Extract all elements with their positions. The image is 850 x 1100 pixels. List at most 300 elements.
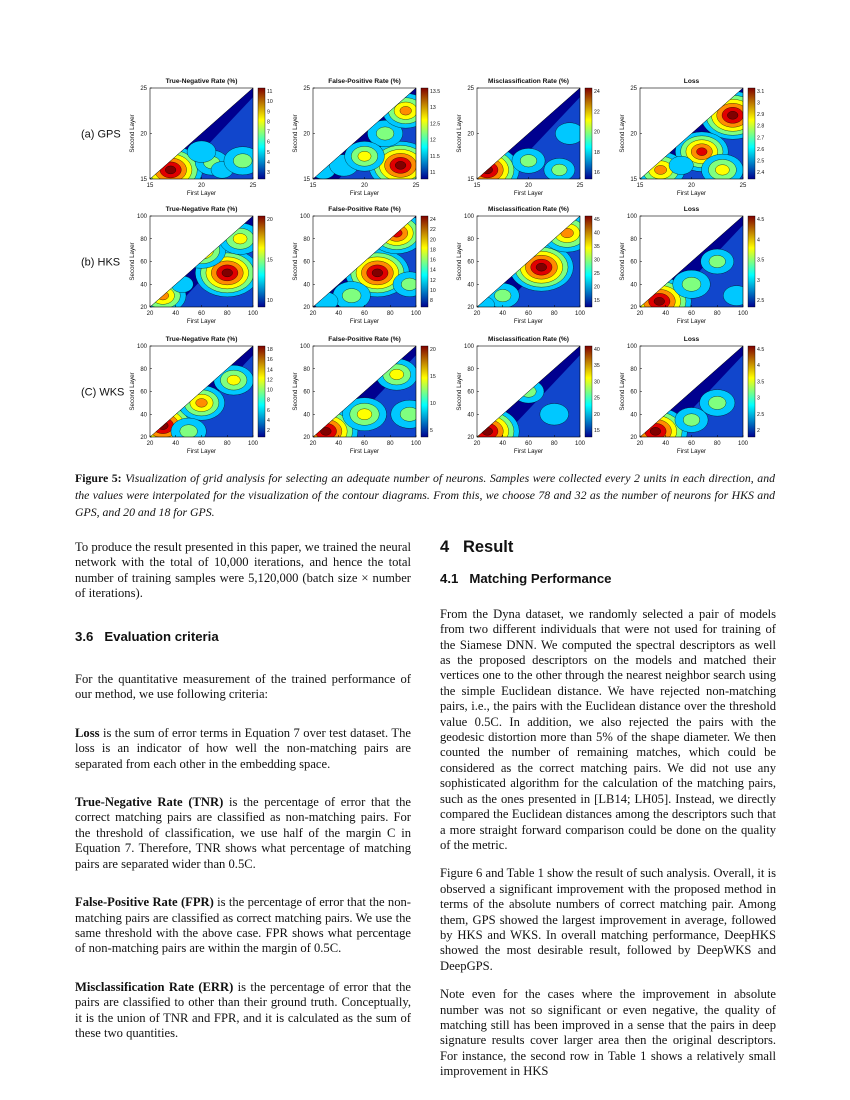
x-tick-label: 20: [525, 183, 532, 189]
colorbar-tick-label: 2.5: [757, 298, 765, 304]
colorbar-tick-label: 3.5: [757, 379, 765, 386]
y-axis-label: Second Layer: [292, 372, 299, 411]
x-tick-label: 80: [550, 311, 558, 317]
criterion-text: is the percentage of error that the non-matching pairs are classified as correct matching pairs. We use the same threshold with the above case. FPR shows what percentage of non-matching pairs are within the margin of 0.5C.: [75, 895, 411, 956]
contour-level: [650, 427, 661, 435]
contour-level: [222, 269, 233, 277]
contour-level: [227, 375, 240, 385]
colorbar-tick-label: 40: [594, 347, 600, 353]
contour-level: [536, 263, 547, 271]
x-tick-label: 40: [499, 441, 507, 447]
colorbar-tick-label: 4.5: [757, 217, 765, 223]
colorbar: [585, 216, 592, 307]
x-tick-label: 40: [172, 311, 180, 317]
row-label: (b) HKS: [81, 256, 121, 269]
colorbar-tick-label: 4: [267, 159, 270, 166]
contour-level: [709, 255, 726, 267]
x-axis-label: First Layer: [349, 190, 380, 197]
colorbar-tick-label: 16: [594, 170, 600, 176]
colorbar-tick-label: 10: [267, 99, 273, 106]
x-tick-label: 20: [688, 183, 695, 189]
y-tick-label: 100: [299, 344, 310, 350]
y-tick-label: 60: [630, 259, 637, 266]
contour-level: [187, 141, 216, 163]
contour-hotspot: [673, 270, 711, 298]
y-tick-label: 40: [140, 282, 147, 289]
contour-level: [180, 425, 198, 438]
colorbar-tick-label: 4: [757, 363, 760, 370]
x-tick-label: 20: [636, 311, 644, 317]
x-tick-label: 60: [198, 441, 205, 447]
y-axis-label: Second Layer: [292, 242, 299, 281]
y-tick-label: 25: [140, 86, 147, 92]
section-title: Result: [462, 538, 514, 556]
contour-panel: [292, 78, 440, 197]
x-tick-label: 100: [247, 311, 259, 317]
colorbar-tick-label: 18: [594, 149, 600, 156]
figure-caption: [75, 470, 775, 521]
colorbar: [748, 346, 755, 437]
contour-level: [395, 161, 406, 169]
contour-level: [390, 369, 404, 380]
colorbar-tick-label: 6: [267, 139, 270, 146]
contour-hotspot: [314, 292, 338, 310]
colorbar-tick-label: 25: [594, 271, 600, 277]
contour-hotspot: [512, 148, 545, 173]
x-tick-label: 20: [473, 311, 481, 317]
section-heading-3-6: [75, 629, 411, 644]
section-title: Evaluation criteria: [104, 628, 219, 644]
colorbar-tick-label: 2: [267, 428, 270, 434]
contour-hotspot: [187, 141, 216, 163]
x-tick-label: 60: [525, 441, 532, 447]
left-column: [75, 540, 411, 1041]
contour-hotspot: [701, 249, 734, 274]
contour-level: [540, 403, 569, 425]
colorbar-tick-label: 5: [430, 428, 433, 434]
contour-hotspot: [540, 403, 569, 425]
x-tick-label: 15: [146, 183, 154, 189]
x-tick-label: 20: [361, 183, 368, 189]
y-tick-label: 20: [630, 435, 637, 441]
y-tick-label: 80: [140, 236, 147, 243]
colorbar: [748, 216, 755, 307]
contour-panel: [456, 206, 600, 325]
colorbar-tick-label: 3.5: [757, 257, 765, 264]
section-number: 4: [440, 538, 450, 556]
criterion-name: Misclassification Rate (ERR): [75, 979, 234, 994]
contour-level: [372, 269, 383, 277]
caption-text: Visualization of grid analysis for selecting an adequate number of neurons. Samples were collected every 2 units in each direction, and the values were interpolated for the visualization of the contour diagrams. From this, we choose 78 and 32 as the number of neurons for HKS and GPS, and 20 and 18 for GPS.: [75, 471, 775, 519]
y-axis-label: Second Layer: [619, 242, 626, 281]
colorbar-tick-label: 20: [594, 411, 600, 418]
x-tick-label: 20: [146, 311, 154, 317]
y-tick-label: 20: [630, 131, 637, 138]
y-tick-label: 100: [463, 344, 474, 350]
contour-figure: [0, 0, 850, 470]
colorbar-tick-label: 22: [430, 227, 436, 234]
y-tick-label: 80: [303, 236, 310, 243]
y-tick-label: 25: [630, 86, 637, 92]
contour-level: [233, 154, 252, 168]
x-tick-label: 20: [146, 441, 154, 447]
x-tick-label: 15: [473, 183, 481, 189]
contour-level: [357, 409, 372, 420]
criteria-intro: For the quantitative measurement of the trained performance of our method, we use following criteria:: [75, 672, 411, 702]
panel-title: True-Negative Rate (%): [165, 78, 238, 85]
colorbar-tick-label: 30: [594, 379, 600, 386]
contour-panel: [619, 206, 764, 325]
colorbar-tick-label: 2.6: [757, 146, 765, 153]
contour-hotspot: [178, 385, 224, 420]
y-axis-label: Second Layer: [456, 372, 463, 411]
colorbar-tick-label: 45: [594, 217, 600, 223]
contour-hotspot: [224, 147, 262, 175]
colorbar-tick-label: 4.5: [757, 347, 765, 353]
colorbar-tick-label: 12: [430, 277, 436, 284]
y-tick-label: 100: [463, 214, 474, 220]
y-tick-label: 80: [630, 366, 637, 373]
colorbar-tick-label: 20: [594, 284, 600, 291]
panel-title: Loss: [683, 206, 700, 213]
subsection-heading-4-1: [440, 571, 776, 586]
y-tick-label: 20: [467, 435, 474, 441]
x-tick-label: 15: [309, 183, 317, 189]
colorbar-tick-label: 4: [757, 237, 760, 244]
x-tick-label: 100: [410, 441, 422, 447]
x-axis-label: First Layer: [186, 448, 217, 455]
y-tick-label: 20: [140, 305, 147, 311]
colorbar: [421, 346, 428, 437]
x-tick-label: 100: [737, 441, 749, 447]
x-axis-label: First Layer: [513, 448, 544, 455]
x-tick-label: 60: [198, 311, 205, 317]
contour-panel: [129, 336, 273, 455]
contour-level: [655, 165, 667, 174]
y-tick-label: 60: [303, 389, 310, 396]
contour-level: [321, 427, 332, 435]
contour-panel: [292, 206, 436, 325]
x-tick-label: 20: [309, 311, 317, 317]
contour-level: [669, 156, 693, 174]
y-tick-label: 80: [467, 366, 474, 373]
x-tick-label: 80: [223, 441, 231, 447]
x-tick-label: 80: [550, 441, 558, 447]
result-paragraph: Note even for the cases where the improvement in absolute number was not so significant or even negative, the quality of matching still has been improved in a sense that the pairs in deep signature results cover larger area then the original descriptors. For instance, the second row in Table 1 shows a relatively small improvement in HKS: [440, 987, 776, 1079]
x-tick-label: 40: [335, 311, 343, 317]
y-axis-label: Second Layer: [129, 242, 136, 281]
colorbar-tick-label: 3.1: [757, 89, 765, 95]
x-axis-label: First Layer: [349, 318, 380, 325]
colorbar-tick-label: 11: [430, 170, 436, 176]
x-axis-label: First Layer: [186, 318, 217, 325]
criterion-err: [75, 980, 411, 1042]
panel-title: True-Negative Rate (%): [165, 206, 238, 213]
contour-panel: [619, 78, 765, 197]
subsection-number: 4.1: [440, 571, 459, 587]
contour-hotspot: [376, 359, 418, 391]
x-tick-label: 40: [172, 441, 180, 447]
y-tick-label: 100: [136, 344, 147, 350]
contour-panel: [129, 206, 273, 325]
intro-paragraph: To produce the result presented in this paper, we trained the neural network with the total of 10,000 iterations, and hence the total number of training samples were 5,120,000 (batch size × number of iterations).: [75, 540, 411, 601]
contour-level: [376, 127, 394, 140]
row-label: (a) GPS: [81, 128, 121, 141]
x-tick-label: 60: [361, 441, 368, 447]
contour-hotspot: [701, 154, 743, 186]
contour-level: [708, 396, 726, 409]
contour-level: [520, 155, 537, 167]
y-tick-label: 80: [630, 236, 637, 243]
contour-level: [654, 297, 665, 305]
colorbar: [421, 88, 428, 179]
contour-hotspot: [544, 158, 575, 181]
colorbar-tick-label: 25: [594, 395, 600, 402]
colorbar: [421, 216, 428, 307]
colorbar-tick-label: 35: [594, 244, 600, 250]
y-tick-label: 40: [630, 282, 637, 289]
x-tick-label: 20: [309, 441, 317, 447]
x-tick-label: 40: [662, 441, 670, 447]
contour-hotspot: [333, 282, 371, 310]
colorbar-tick-label: 10: [430, 401, 436, 407]
x-tick-label: 25: [249, 183, 257, 189]
panel-title: Loss: [683, 78, 700, 85]
y-tick-label: 40: [467, 282, 474, 289]
contour-level: [561, 228, 574, 238]
colorbar: [585, 346, 592, 437]
panel-title: False-Positive Rate (%): [328, 78, 401, 85]
contour-hotspot: [195, 249, 259, 297]
criterion-name: Loss: [75, 725, 100, 740]
colorbar-tick-label: 18: [430, 247, 436, 254]
colorbar-tick-label: 20: [267, 217, 273, 223]
y-tick-label: 25: [303, 86, 310, 92]
y-tick-label: 100: [626, 214, 637, 220]
colorbar-tick-label: 16: [267, 357, 273, 364]
y-tick-label: 100: [299, 214, 310, 220]
contour-level: [233, 234, 247, 245]
x-tick-label: 100: [247, 441, 259, 447]
colorbar-tick-label: 3: [757, 277, 760, 284]
colorbar-tick-label: 15: [594, 298, 600, 304]
contour-hotspot: [455, 407, 519, 455]
y-tick-label: 20: [467, 131, 474, 138]
x-tick-label: 80: [386, 311, 394, 317]
criterion-fpr: [75, 895, 411, 957]
contour-level: [195, 246, 207, 255]
x-tick-label: 60: [525, 311, 532, 317]
contour-level: [552, 164, 568, 176]
colorbar-tick-label: 35: [594, 363, 600, 370]
colorbar-tick-label: 20: [594, 129, 600, 136]
x-tick-label: 15: [636, 183, 644, 189]
criterion-name: False-Positive Rate (FPR): [75, 895, 214, 910]
x-tick-label: 60: [688, 311, 695, 317]
colorbar-tick-label: 9: [267, 109, 270, 116]
x-tick-label: 60: [688, 441, 695, 447]
colorbar-tick-label: 22: [594, 109, 600, 116]
contour-panel: [129, 78, 273, 197]
colorbar-tick-label: 8: [430, 298, 433, 304]
y-tick-label: 15: [303, 177, 310, 183]
colorbar-tick-label: 7: [267, 129, 270, 136]
section-number: 3.6: [75, 628, 94, 644]
colorbar-tick-label: 13: [430, 105, 436, 112]
colorbar-tick-label: 3: [267, 170, 270, 176]
colorbar-tick-label: 12.5: [430, 121, 441, 128]
colorbar-tick-label: 11.5: [430, 153, 440, 160]
contour-hotspot: [342, 398, 386, 431]
y-tick-label: 40: [467, 412, 474, 419]
colorbar-tick-label: 15: [430, 374, 436, 380]
y-tick-label: 80: [140, 366, 147, 373]
colorbar-tick-label: 15: [594, 428, 600, 434]
y-tick-label: 60: [467, 389, 474, 396]
y-tick-label: 40: [630, 412, 637, 419]
x-axis-label: First Layer: [186, 190, 217, 197]
section-heading-4: [440, 540, 776, 555]
panel-title: Misclassification Rate (%): [488, 78, 569, 85]
y-tick-label: 60: [630, 389, 637, 396]
criterion-tnr: [75, 795, 411, 872]
colorbar-tick-label: 2.5: [757, 411, 765, 418]
x-axis-label: First Layer: [349, 448, 380, 455]
colorbar-tick-label: 10: [430, 287, 436, 294]
contour-hotspot: [177, 232, 226, 268]
x-axis-label: First Layer: [676, 448, 707, 455]
colorbar-tick-label: 30: [594, 257, 600, 264]
y-tick-label: 20: [140, 435, 147, 441]
x-tick-label: 20: [198, 183, 205, 189]
y-tick-label: 25: [467, 86, 474, 92]
caption-label: Figure 5:: [75, 471, 122, 485]
y-tick-label: 40: [140, 412, 147, 419]
y-axis-label: Second Layer: [129, 372, 136, 411]
x-tick-label: 80: [713, 441, 721, 447]
y-tick-label: 20: [630, 305, 637, 311]
y-tick-label: 100: [136, 214, 147, 220]
y-tick-label: 20: [303, 131, 310, 138]
colorbar-tick-label: 16: [430, 257, 436, 264]
y-axis-label: Second Layer: [619, 114, 626, 153]
x-tick-label: 80: [713, 311, 721, 317]
x-tick-label: 40: [335, 441, 343, 447]
colorbar-tick-label: 40: [594, 230, 600, 237]
x-tick-label: 80: [386, 441, 394, 447]
contour-level: [358, 151, 371, 161]
x-tick-label: 100: [574, 311, 586, 317]
colorbar-tick-label: 20: [430, 347, 436, 353]
contour-level: [314, 292, 338, 310]
colorbar-tick-label: 10: [267, 387, 273, 394]
y-tick-label: 20: [140, 131, 147, 138]
result-paragraph: Figure 6 and Table 1 show the result of such analysis. Overall, it is observed a significant improvement with the proposed method in terms of the absolute numbers of correct matching pair. Among them, GPS showed the largest improvement in average, followed by HKS and WKS. In overall matching performance, DeepHKS showed the most desirable result, followed by DeepWKS and DeepGPS.: [440, 866, 776, 973]
colorbar-tick-label: 24: [594, 89, 600, 95]
result-paragraph: From the Dyna dataset, we randomly selected a pair of models from two different individuals that were not used for training of the Siamese DNN. We computed the spectral descriptors as well as the proposed descriptors on the models and matched their vertices one to the other through the nearest neighbor search using the simple Euclidean distance. We have rejected non-matching pairs, i.e., the pairs with the Euclidean distance over the threshold value 0.5C. In addition, we also rejected the pairs with the geodesic distortion more than 5% of the shape diameter. We then counted the number of remaining matches, which could be considered as the correct matching pairs. We did not use any sophisticated algorithm for the calculation of the matching pairs, such as the ones presented in [LB14; LH05]. Instead, we directly compared the Euclidean distances among the descriptors such that a more straight forward comparison could be done on the quality of the metric.: [440, 606, 776, 852]
x-tick-label: 80: [223, 311, 231, 317]
contour-level: [727, 111, 738, 119]
contour-hotspot: [219, 223, 261, 255]
colorbar: [258, 216, 265, 307]
subsection-title: Matching Performance: [469, 571, 612, 587]
contour-panel: [455, 78, 600, 197]
criterion-name: True-Negative Rate (TNR): [75, 795, 224, 810]
contour-hotspot: [669, 156, 693, 174]
panel-title: False-Positive Rate (%): [328, 206, 401, 213]
y-tick-label: 80: [303, 366, 310, 373]
x-axis-label: First Layer: [676, 190, 707, 197]
contour-hotspot: [675, 407, 708, 432]
contour-level: [682, 277, 701, 291]
y-tick-label: 15: [140, 177, 147, 183]
colorbar: [748, 88, 755, 179]
colorbar-tick-label: 15: [267, 257, 273, 264]
criterion-text: is the sum of error terms in Equation 7 over test dataset. The loss is an indicator of how well the non-matching pairs are separated from each other in the embedding space.: [75, 725, 411, 771]
panel-title: False-Positive Rate (%): [328, 336, 401, 343]
colorbar-tick-label: 4: [267, 417, 270, 424]
row-label: (C) WKS: [81, 386, 125, 399]
colorbar-tick-label: 6: [267, 407, 270, 414]
x-tick-label: 60: [361, 311, 368, 317]
y-tick-label: 40: [303, 412, 310, 419]
y-tick-label: 20: [303, 305, 310, 311]
y-axis-label: Second Layer: [292, 114, 299, 153]
y-tick-label: 60: [140, 389, 147, 396]
colorbar-tick-label: 20: [430, 237, 436, 244]
criterion-loss: [75, 726, 411, 772]
contour-level: [715, 165, 729, 176]
x-tick-label: 100: [410, 311, 422, 317]
colorbar-tick-label: 14: [430, 267, 436, 274]
x-tick-label: 40: [499, 311, 507, 317]
colorbar-tick-label: 18: [267, 347, 273, 353]
y-tick-label: 15: [630, 177, 637, 183]
colorbar: [258, 346, 265, 437]
x-tick-label: 20: [636, 441, 644, 447]
colorbar-tick-label: 2.5: [757, 158, 765, 165]
contour-hotspot: [723, 286, 750, 306]
panel-title: Misclassification Rate (%): [488, 206, 569, 213]
y-tick-label: 100: [626, 344, 637, 350]
panel-title: Loss: [683, 336, 700, 343]
y-tick-label: 20: [467, 305, 474, 311]
y-tick-label: 60: [467, 259, 474, 266]
right-column: [440, 540, 776, 1080]
colorbar-tick-label: 10: [267, 298, 273, 304]
y-tick-label: 15: [467, 177, 474, 183]
y-axis-label: Second Layer: [619, 372, 626, 411]
colorbar-tick-label: 2: [757, 428, 760, 434]
x-axis-label: First Layer: [513, 190, 544, 197]
x-tick-label: 100: [574, 441, 586, 447]
colorbar-tick-label: 13.5: [430, 89, 441, 95]
contour-panel: [292, 336, 436, 455]
x-tick-label: 25: [739, 183, 747, 189]
contour-panel: [619, 336, 764, 455]
colorbar-tick-label: 3: [757, 395, 760, 402]
x-axis-label: First Layer: [513, 318, 544, 325]
colorbar-tick-label: 2.9: [757, 112, 765, 119]
y-tick-label: 60: [303, 259, 310, 266]
colorbar: [258, 88, 265, 179]
contour-level: [723, 286, 750, 306]
colorbar-tick-label: 24: [430, 217, 436, 223]
colorbar-tick-label: 11: [267, 89, 273, 95]
x-axis-label: First Layer: [676, 318, 707, 325]
x-tick-label: 25: [576, 183, 584, 189]
contour-level: [189, 241, 213, 259]
